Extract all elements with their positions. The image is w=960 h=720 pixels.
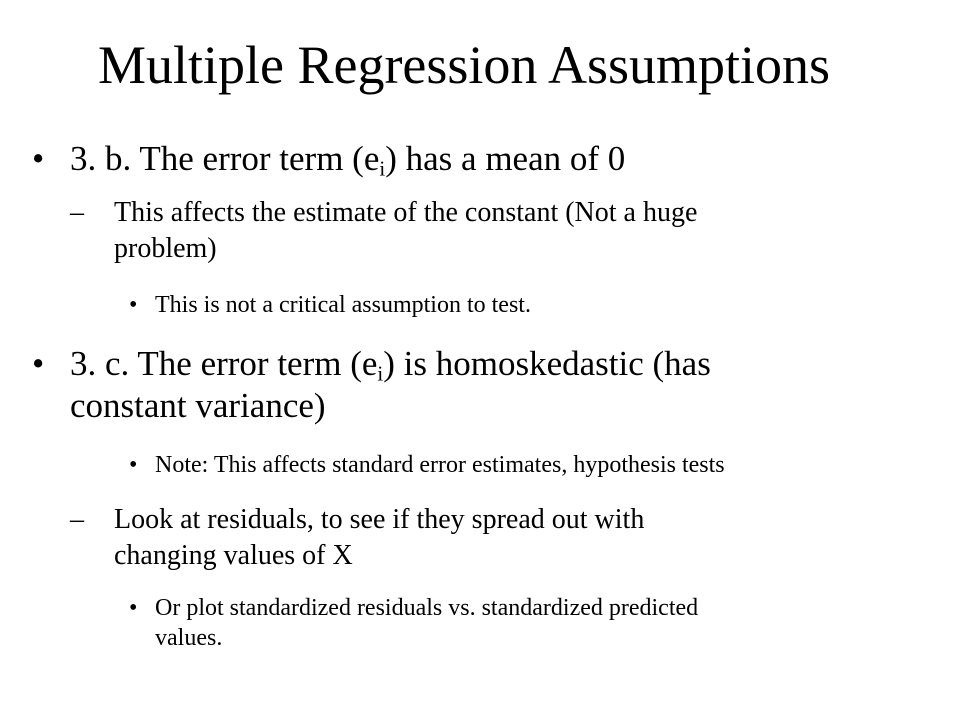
slide-title: Multiple Regression Assumptions bbox=[97, 35, 831, 95]
subsubbullet-note-text: Note: This affects standard error estimates, hypothesis tests bbox=[155, 452, 725, 478]
subscript-i: i bbox=[379, 156, 386, 181]
subbullet-constant-line2: problem) bbox=[114, 233, 217, 264]
subscript-i: i bbox=[377, 361, 384, 386]
subbullet-constant-line1: This affects the estimate of the constant (Not a huge bbox=[114, 197, 698, 228]
bullet-3b-text-post: ) has a mean of 0 bbox=[385, 139, 626, 178]
bullet-marker: • bbox=[32, 344, 45, 383]
bullet-3b-text-pre: 3. b. The error term (e bbox=[70, 139, 380, 178]
bullet-3c-line2: constant variance) bbox=[70, 386, 326, 425]
subsubbullet-standardized-line2: values. bbox=[155, 625, 223, 651]
dash-marker: – bbox=[70, 197, 84, 228]
subsubbullet-standardized-line1: Or plot standardized residuals vs. standardized predicted bbox=[155, 595, 699, 621]
subsubbullet-not-critical bbox=[129, 290, 531, 320]
subsubbullet-note bbox=[129, 450, 725, 480]
bullet-3c bbox=[32, 343, 711, 427]
subbullet-residuals bbox=[70, 502, 645, 574]
subsubbullet-standardized bbox=[129, 593, 699, 653]
subbullet-residuals-line2: changing values of X bbox=[114, 540, 353, 571]
bullet-marker: • bbox=[129, 595, 138, 621]
bullet-3b bbox=[32, 138, 626, 181]
bullet-3c-text-pre: 3. c. The error term (e bbox=[70, 344, 378, 383]
subbullet-constant-estimate bbox=[70, 195, 698, 267]
bullet-3c-text-post: ) is homoskedastic (has bbox=[383, 344, 711, 383]
dash-marker: – bbox=[70, 504, 84, 535]
subbullet-residuals-line1: Look at residuals, to see if they spread out with bbox=[114, 504, 645, 535]
bullet-marker: • bbox=[129, 292, 138, 318]
bullet-marker: • bbox=[32, 139, 45, 178]
bullet-marker: • bbox=[129, 452, 138, 478]
subsubbullet-not-critical-text: This is not a critical assumption to test. bbox=[155, 292, 531, 318]
